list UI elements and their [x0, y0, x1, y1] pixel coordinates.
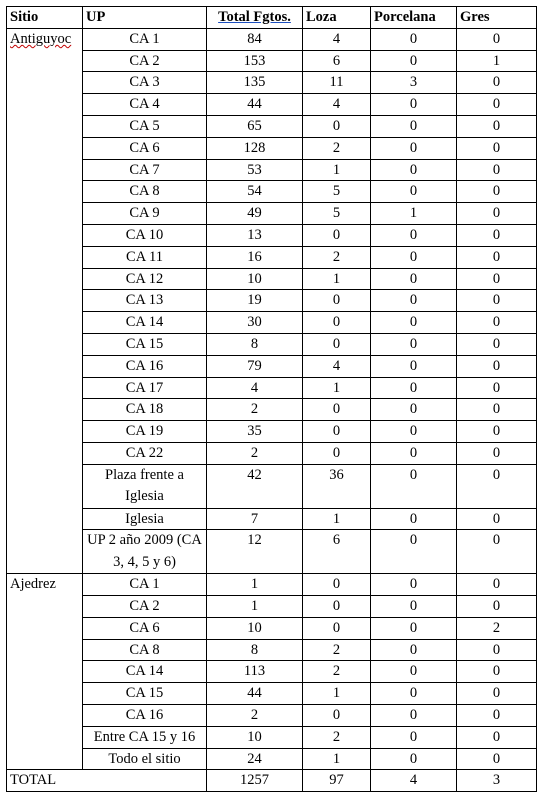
- porcelana-cell: 0: [371, 181, 457, 203]
- total-gres-cell: 3: [457, 770, 537, 792]
- total-cell: 54: [207, 181, 303, 203]
- site-name: Antiguyoc: [10, 30, 72, 47]
- gres-cell: 0: [457, 530, 537, 574]
- table-row: [7, 137, 537, 159]
- table-row: [7, 399, 537, 421]
- table-row: [7, 421, 537, 443]
- table-row: [7, 312, 537, 334]
- porcelana-cell: 0: [371, 639, 457, 661]
- gres-cell: 0: [457, 639, 537, 661]
- porcelana-cell: 0: [371, 530, 457, 574]
- up-cell: CA 19: [83, 421, 207, 443]
- porcelana-cell: 0: [371, 421, 457, 443]
- total-cell: 2: [207, 399, 303, 421]
- up-cell: CA 13: [83, 290, 207, 312]
- porcelana-cell: 0: [371, 704, 457, 726]
- up-cell: CA 16: [83, 704, 207, 726]
- up-cell: Entre CA 15 y 16: [83, 726, 207, 748]
- loza-cell: 1: [303, 683, 371, 705]
- porcelana-cell: 1: [371, 203, 457, 225]
- up-cell: CA 7: [83, 159, 207, 181]
- total-cell: 44: [207, 94, 303, 116]
- table-row: [7, 333, 537, 355]
- loza-cell: 4: [303, 94, 371, 116]
- total-cell: 35: [207, 421, 303, 443]
- loza-cell: 1: [303, 377, 371, 399]
- loza-cell: 2: [303, 639, 371, 661]
- loza-cell: 0: [303, 617, 371, 639]
- porcelana-cell: 0: [371, 246, 457, 268]
- table-row: [7, 28, 537, 50]
- up-cell: CA 15: [83, 683, 207, 705]
- gres-cell: 0: [457, 115, 537, 137]
- total-row: [7, 770, 537, 792]
- site-cell: [7, 574, 83, 770]
- total-cell: 2: [207, 704, 303, 726]
- table-row: [7, 574, 537, 596]
- up-cell: CA 6: [83, 137, 207, 159]
- gres-cell: 0: [457, 224, 537, 246]
- gres-cell: 0: [457, 137, 537, 159]
- porcelana-cell: 0: [371, 224, 457, 246]
- gres-cell: 0: [457, 94, 537, 116]
- up-cell: CA 1: [83, 28, 207, 50]
- total-cell: 79: [207, 355, 303, 377]
- total-cell: 16: [207, 246, 303, 268]
- gres-cell: 0: [457, 203, 537, 225]
- gres-cell: 0: [457, 595, 537, 617]
- loza-cell: 0: [303, 704, 371, 726]
- total-cell: 10: [207, 617, 303, 639]
- loza-cell: 0: [303, 115, 371, 137]
- total-cell: 12: [207, 530, 303, 574]
- porcelana-cell: 3: [371, 72, 457, 94]
- porcelana-cell: 0: [371, 399, 457, 421]
- total-cell: 7: [207, 508, 303, 530]
- loza-cell: 2: [303, 137, 371, 159]
- table-row: [7, 72, 537, 94]
- up-cell: CA 2: [83, 50, 207, 72]
- loza-cell: 2: [303, 661, 371, 683]
- up-cell: CA 18: [83, 399, 207, 421]
- up-cell: CA 8: [83, 181, 207, 203]
- table-row: [7, 50, 537, 72]
- porcelana-cell: 0: [371, 159, 457, 181]
- up-cell: Todo el sitio: [83, 748, 207, 770]
- header-gres: Gres: [457, 7, 537, 29]
- loza-cell: 11: [303, 72, 371, 94]
- loza-cell: 2: [303, 726, 371, 748]
- header-loza: Loza: [303, 7, 371, 29]
- total-cell: 49: [207, 203, 303, 225]
- table-row: [7, 595, 537, 617]
- up-cell: CA 6: [83, 617, 207, 639]
- fragments-table: [6, 6, 537, 792]
- loza-cell: 2: [303, 246, 371, 268]
- gres-cell: 0: [457, 726, 537, 748]
- gres-cell: 0: [457, 748, 537, 770]
- table-row: [7, 355, 537, 377]
- up-cell: CA 14: [83, 312, 207, 334]
- porcelana-cell: 0: [371, 312, 457, 334]
- total-cell: 153: [207, 50, 303, 72]
- loza-cell: 0: [303, 312, 371, 334]
- loza-cell: 5: [303, 181, 371, 203]
- loza-cell: 0: [303, 224, 371, 246]
- table-row: [7, 508, 537, 530]
- porcelana-cell: 0: [371, 574, 457, 596]
- table-row: [7, 617, 537, 639]
- loza-cell: 1: [303, 268, 371, 290]
- total-label: TOTAL: [7, 770, 207, 792]
- porcelana-cell: 0: [371, 115, 457, 137]
- total-cell: 10: [207, 268, 303, 290]
- table-row: [7, 530, 537, 574]
- total-total-cell: 1257: [207, 770, 303, 792]
- porcelana-cell: 0: [371, 442, 457, 464]
- loza-cell: 0: [303, 595, 371, 617]
- up-cell: UP 2 año 2009 (CA 3, 4, 5 y 6): [83, 530, 207, 574]
- table-row: [7, 268, 537, 290]
- table-row: [7, 203, 537, 225]
- total-cell: 10: [207, 726, 303, 748]
- loza-cell: 5: [303, 203, 371, 225]
- up-cell: CA 22: [83, 442, 207, 464]
- loza-cell: 0: [303, 421, 371, 443]
- loza-cell: 1: [303, 748, 371, 770]
- gres-cell: 0: [457, 72, 537, 94]
- loza-cell: 1: [303, 159, 371, 181]
- loza-cell: 36: [303, 464, 371, 508]
- up-cell: CA 5: [83, 115, 207, 137]
- up-cell: CA 16: [83, 355, 207, 377]
- gres-cell: 0: [457, 421, 537, 443]
- up-cell: CA 12: [83, 268, 207, 290]
- gres-cell: 1: [457, 50, 537, 72]
- total-porcelana-cell: 4: [371, 770, 457, 792]
- total-cell: 128: [207, 137, 303, 159]
- loza-cell: 0: [303, 574, 371, 596]
- total-cell: 113: [207, 661, 303, 683]
- table-row: [7, 704, 537, 726]
- header-row: [7, 7, 537, 29]
- porcelana-cell: 0: [371, 464, 457, 508]
- total-cell: 30: [207, 312, 303, 334]
- up-cell: CA 2: [83, 595, 207, 617]
- porcelana-cell: 0: [371, 290, 457, 312]
- gres-cell: 0: [457, 508, 537, 530]
- table-row: [7, 246, 537, 268]
- gres-cell: 2: [457, 617, 537, 639]
- porcelana-cell: 0: [371, 137, 457, 159]
- loza-cell: 1: [303, 508, 371, 530]
- porcelana-cell: 0: [371, 268, 457, 290]
- gres-cell: 0: [457, 159, 537, 181]
- gres-cell: 0: [457, 290, 537, 312]
- loza-cell: 0: [303, 442, 371, 464]
- gres-cell: 0: [457, 704, 537, 726]
- up-cell: CA 4: [83, 94, 207, 116]
- up-cell: Iglesia: [83, 508, 207, 530]
- table-row: [7, 464, 537, 508]
- total-cell: 19: [207, 290, 303, 312]
- porcelana-cell: 0: [371, 355, 457, 377]
- up-cell: CA 15: [83, 333, 207, 355]
- loza-cell: 0: [303, 290, 371, 312]
- gres-cell: 0: [457, 377, 537, 399]
- gres-cell: 0: [457, 181, 537, 203]
- loza-cell: 0: [303, 333, 371, 355]
- porcelana-cell: 0: [371, 595, 457, 617]
- gres-cell: 0: [457, 268, 537, 290]
- total-loza-cell: 97: [303, 770, 371, 792]
- total-cell: 84: [207, 28, 303, 50]
- table-row: [7, 748, 537, 770]
- site-name: Ajedrez: [10, 576, 56, 593]
- total-cell: 42: [207, 464, 303, 508]
- total-cell: 44: [207, 683, 303, 705]
- total-cell: 65: [207, 115, 303, 137]
- table-row: [7, 290, 537, 312]
- table-row: [7, 181, 537, 203]
- gres-cell: 0: [457, 355, 537, 377]
- loza-cell: 6: [303, 50, 371, 72]
- porcelana-cell: 0: [371, 28, 457, 50]
- up-cell: Plaza frente a Iglesia: [83, 464, 207, 508]
- gres-cell: 0: [457, 246, 537, 268]
- up-cell: CA 10: [83, 224, 207, 246]
- header-sitio: Sitio: [7, 7, 83, 29]
- site-cell: [7, 28, 83, 573]
- porcelana-cell: 0: [371, 748, 457, 770]
- total-cell: 135: [207, 72, 303, 94]
- table-body: [7, 28, 537, 791]
- header-up: UP: [83, 7, 207, 29]
- loza-cell: 6: [303, 530, 371, 574]
- table-row: [7, 661, 537, 683]
- total-cell: 2: [207, 442, 303, 464]
- header-porcelana: Porcelana: [371, 7, 457, 29]
- porcelana-cell: 0: [371, 333, 457, 355]
- total-cell: 8: [207, 333, 303, 355]
- up-cell: CA 1: [83, 574, 207, 596]
- up-cell: CA 3: [83, 72, 207, 94]
- total-cell: 8: [207, 639, 303, 661]
- gres-cell: 0: [457, 333, 537, 355]
- porcelana-cell: 0: [371, 508, 457, 530]
- up-cell: CA 14: [83, 661, 207, 683]
- table-row: [7, 115, 537, 137]
- porcelana-cell: 0: [371, 661, 457, 683]
- table-row: [7, 639, 537, 661]
- gres-cell: 0: [457, 312, 537, 334]
- table-row: [7, 94, 537, 116]
- gres-cell: 0: [457, 574, 537, 596]
- up-cell: CA 11: [83, 246, 207, 268]
- gres-cell: 0: [457, 683, 537, 705]
- porcelana-cell: 0: [371, 726, 457, 748]
- gres-cell: 0: [457, 399, 537, 421]
- up-cell: CA 8: [83, 639, 207, 661]
- header-total-fgtos: Total Fgtos.: [207, 7, 303, 29]
- total-cell: 53: [207, 159, 303, 181]
- total-cell: 1: [207, 574, 303, 596]
- up-cell: CA 9: [83, 203, 207, 225]
- gres-cell: 0: [457, 661, 537, 683]
- table-row: [7, 726, 537, 748]
- loza-cell: 4: [303, 28, 371, 50]
- total-cell: 1: [207, 595, 303, 617]
- table-row: [7, 377, 537, 399]
- table-row: [7, 683, 537, 705]
- porcelana-cell: 0: [371, 94, 457, 116]
- table-row: [7, 224, 537, 246]
- loza-cell: 0: [303, 399, 371, 421]
- up-cell: CA 17: [83, 377, 207, 399]
- porcelana-cell: 0: [371, 377, 457, 399]
- gres-cell: 0: [457, 464, 537, 508]
- table-row: [7, 442, 537, 464]
- porcelana-cell: 0: [371, 50, 457, 72]
- total-cell: 24: [207, 748, 303, 770]
- porcelana-cell: 0: [371, 617, 457, 639]
- table-row: [7, 159, 537, 181]
- total-cell: 4: [207, 377, 303, 399]
- gres-cell: 0: [457, 442, 537, 464]
- total-cell: 13: [207, 224, 303, 246]
- loza-cell: 4: [303, 355, 371, 377]
- gres-cell: 0: [457, 28, 537, 50]
- porcelana-cell: 0: [371, 683, 457, 705]
